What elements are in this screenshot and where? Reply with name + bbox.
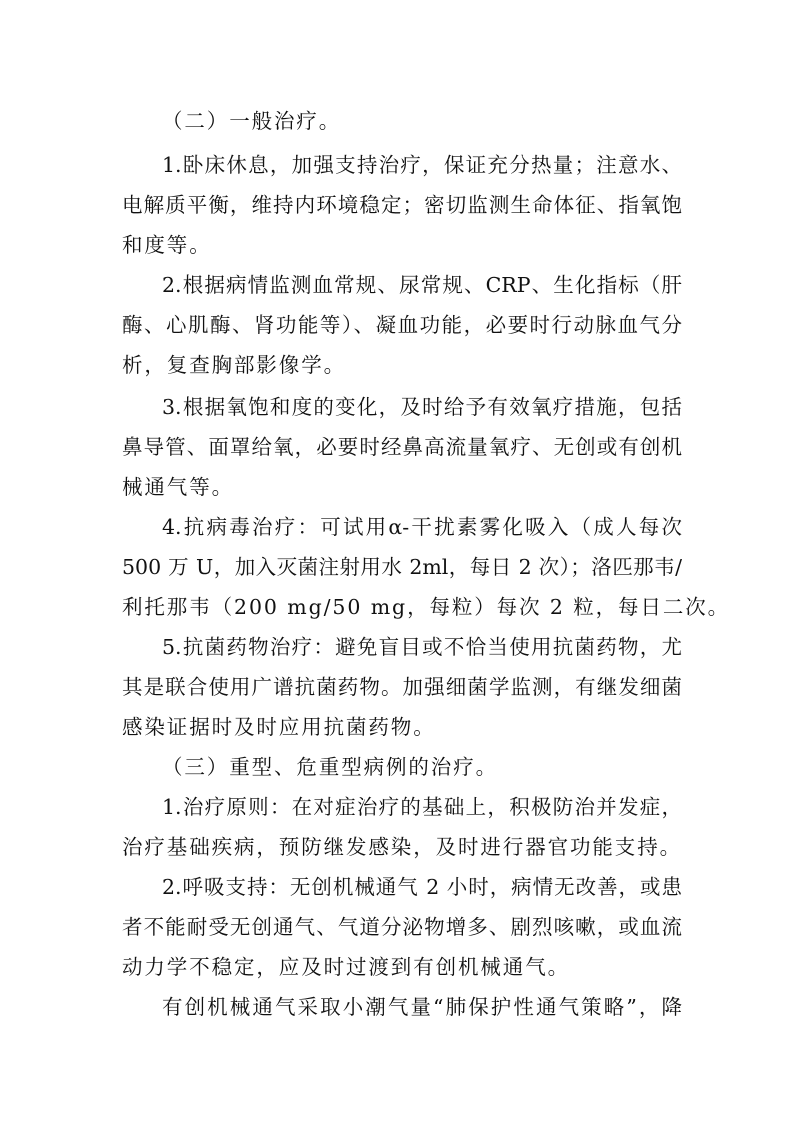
section-heading-general-treatment: （二）一般治疗。 [162,109,342,133]
paragraph-line: 利托那韦（200 mg/50 mg，每粒）每次 2 粒，每日二次。 [122,595,731,619]
paragraph-line: 析，复查胸部影像学。 [122,353,346,377]
paragraph-line: 2.呼吸支持：无创机械通气 2 小时，病情无改善，或患 [162,875,682,899]
section-heading-severe-treatment: （三）重型、危重型病例的治疗。 [162,755,498,779]
paragraph-line: 其是联合使用广谱抗菌药物。加强细菌学监测，有继发细菌 [122,675,682,699]
paragraph-line: 酶、心肌酶、肾功能等）、凝血功能，必要时行动脉血气分 [122,313,682,337]
paragraph-line: 有创机械通气采取小潮气量“肺保护性通气策略”，降 [162,995,682,1019]
paragraph-line: 感染证据时及时应用抗菌药物。 [122,715,436,739]
paragraph-line: 动力学不稳定，应及时过渡到有创机械通气。 [122,955,570,979]
paragraph-line: 和度等。 [122,233,212,257]
paragraph-line: 电解质平衡，维持内环境稳定；密切监测生命体征、指氧饱 [122,193,682,217]
paragraph-line: 4.抗病毒治疗：可试用α-干扰素雾化吸入（成人每次 [162,515,682,539]
paragraph-line: 者不能耐受无创通气、气道分泌物增多、剧烈咳嗽，或血流 [122,915,682,939]
paragraph-line: 治疗基础疾病，预防继发感染，及时进行器官功能支持。 [122,835,682,859]
paragraph-line: 3.根据氧饱和度的变化，及时给予有效氧疗措施，包括 [162,395,682,419]
paragraph-line: 1.卧床休息，加强支持治疗，保证充分热量；注意水、 [162,153,682,177]
paragraph-line: 500 万 U，加入灭菌注射用水 2ml，每日 2 次）；洛匹那韦/ [122,555,682,579]
paragraph-line: 鼻导管、面罩给氧，必要时经鼻高流量氧疗、无创或有创机 [122,435,682,459]
paragraph-line: 1.治疗原则：在对症治疗的基础上，积极防治并发症， [162,795,682,819]
paragraph-line: 械通气等。 [122,475,234,499]
paragraph-line: 5.抗菌药物治疗：避免盲目或不恰当使用抗菌药物，尤 [162,635,682,659]
paragraph-line: 2.根据病情监测血常规、尿常规、CRP、生化指标（肝 [162,273,682,297]
